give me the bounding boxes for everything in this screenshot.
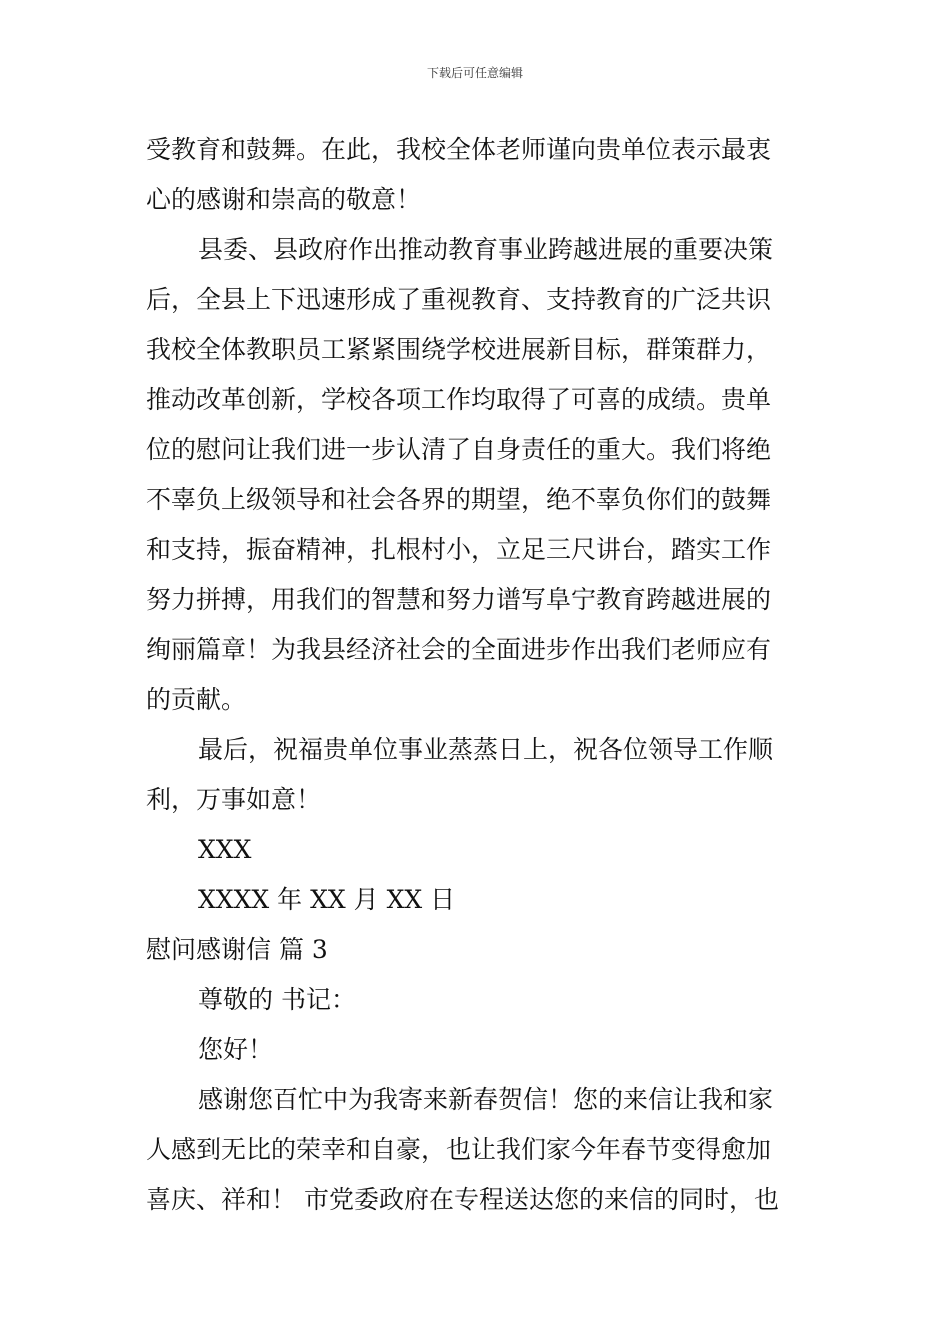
text-line: 努力拼搏，用我们的智慧和努力谱写阜宁教育跨越进展的 (146, 585, 772, 614)
text-line: 心的感谢和崇高的敬意！ (146, 185, 422, 214)
text-line: 绚丽篇章！为我县经济社会的全面进步作出我们老师应有 (146, 635, 772, 664)
text-line: 后，全县上下迅速形成了重视教育、支持教育的广泛共识 (146, 285, 772, 314)
signature-name: XXX (198, 835, 252, 864)
paragraph-start-line: 最后，祝福贵单位事业蒸蒸日上，祝各位领导工作顺 (198, 735, 774, 764)
text-line: 的贡献。 (146, 685, 247, 714)
paragraph-start-line: 县委、县政府作出推动教育事业跨越进展的重要决策 (198, 235, 774, 264)
text-line: 喜庆、祥和！ 市党委政府在专程送达您的来信的同时，也 (146, 1185, 779, 1214)
text-line: 推动改革创新，学校各项工作均取得了可喜的成绩。贵单 (146, 385, 772, 414)
text-line: 位的慰问让我们进一步认清了自身责任的重大。我们将绝 (146, 435, 772, 464)
text-line: 我校全体教职员工紧紧围绕学校进展新目标，群策群力， (146, 335, 772, 364)
section-heading: 慰问感谢信 篇 3 (146, 935, 328, 964)
paragraph-start-line: 感谢您百忙中为我寄来新春贺信！您的来信让我和家 (198, 1085, 774, 1114)
text-line: 人感到无比的荣幸和自豪，也让我们家今年春节变得愈加 (146, 1135, 772, 1164)
signature-date: XXXX 年 XX 月 XX 日 (198, 885, 456, 914)
page-header-note: 下载后可任意编辑 (426, 66, 523, 80)
text-line: 利，万事如意！ (146, 785, 322, 814)
text-line: 不辜负上级领导和社会各界的期望，绝不辜负你们的鼓舞 (146, 485, 772, 514)
text-line: 受教育和鼓舞。在此，我校全体老师谨向贵单位表示最衷 (146, 135, 772, 164)
letter-greeting: 您好！ (198, 1035, 274, 1064)
letter-body (146, 125, 808, 1225)
letter-salutation: 尊敬的 书记： (198, 985, 356, 1014)
text-line: 和支持，振奋精神，扎根村小，立足三尺讲台，踏实工作 (146, 535, 772, 564)
